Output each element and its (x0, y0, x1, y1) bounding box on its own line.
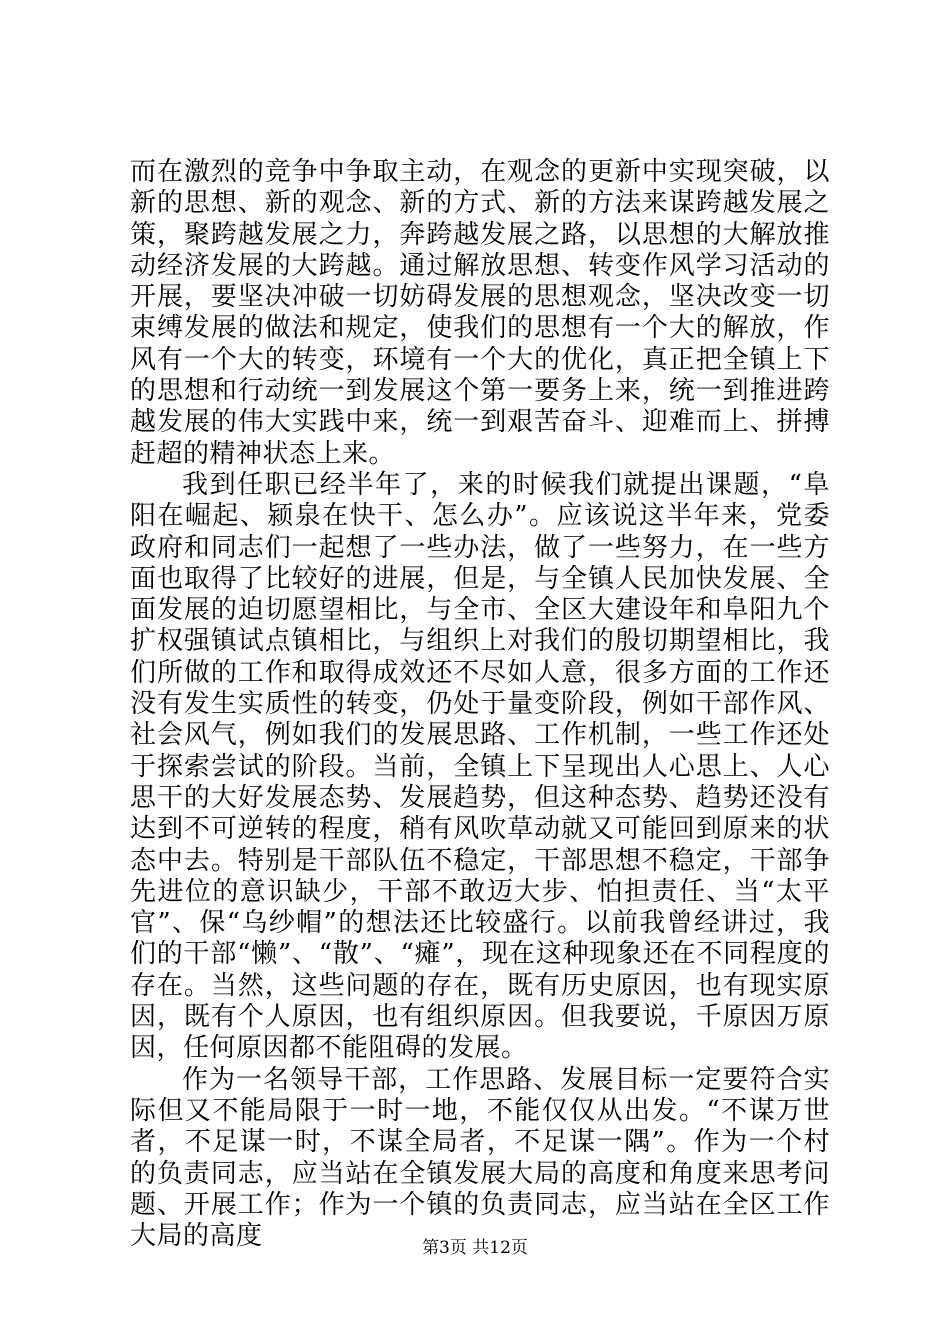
page-number: 第3页 共12页 (422, 1238, 528, 1258)
paragraph-3: 作为一名领导干部，工作思路、发展目标一定要符合实际但又不能局限于一时一地，不能仅仅从出发。“不谋万世者，不足谋一时，不谋全局者，不足谋一隅”。作为一个村的负责同志，应当站在全镇发展大局的高度和角度来思考问题、开展工作；作为一个镇的负责同志，应当站在全区工作大局的高度 (130, 1064, 830, 1252)
page-footer (0, 1238, 950, 1258)
paragraph-1: 而在激烈的竞争中争取主动，在观念的更新中实现突破，以新的思想、新的观念、新的方式、新的方法来谋跨越发展之策，聚跨越发展之力，奔跨越发展之路，以思想的大解放推动经济发展的大跨越。通过解放思想、转变作风学习活动的开展，要坚决冲破一切妨碍发展的思想观念，坚决改变一切束缚发展的做法和规定，使我们的思想有一个大的解放，作风有一个大的转变，环境有一个大的优化，真正把全镇上下的思想和行动统一到发展这个第一要务上来，统一到推进跨越发展的伟大实践中来，统一到艰苦奋斗、迎难而上、拼搏赶超的精神状态上来。 (130, 157, 830, 469)
body-text (130, 157, 830, 1252)
paragraph-2: 我到任职已经半年了，来的时候我们就提出课题，“阜阳在崛起、颍泉在快干、怎么办”。应该说这半年来，党委政府和同志们一起想了一些办法，做了一些努力，在一些方面也取得了比较好的进展，但是，与全镇人民加快发展、全面发展的迫切愿望相比，与全市、全区大建设年和阜阳九个扩权强镇试点镇相比，与组织上对我们的殷切期望相比，我们所做的工作和取得成效还不尽如人意，很多方面的工作还没有发生实质性的转变，仍处于量变阶段，例如干部作风、社会风气，例如我们的发展思路、工作机制，一些工作还处于探索尝试的阶段。当前，全镇上下呈现出人心思上、人心思干的大好发展态势、发展趋势，但这种态势、趋势还没有达到不可逆转的程度，稍有风吹草动就又可能回到原来的状态中去。特别是干部队伍不稳定，干部思想不稳定，干部争先进位的意识缺少，干部不敢迈大步、怕担责任、当“太平官”、保“乌纱帽”的想法还比较盛行。以前我曾经讲过，我们的干部“懒”、“散”、“瘫”，现在这种现象还在不同程度的存在。当然，这些问题的存在，既有历史原因，也有现实原因，既有个人原因，也有组织原因。但我要说，千原因万原因，任何原因都不能阻碍的发展。 (130, 469, 830, 1064)
